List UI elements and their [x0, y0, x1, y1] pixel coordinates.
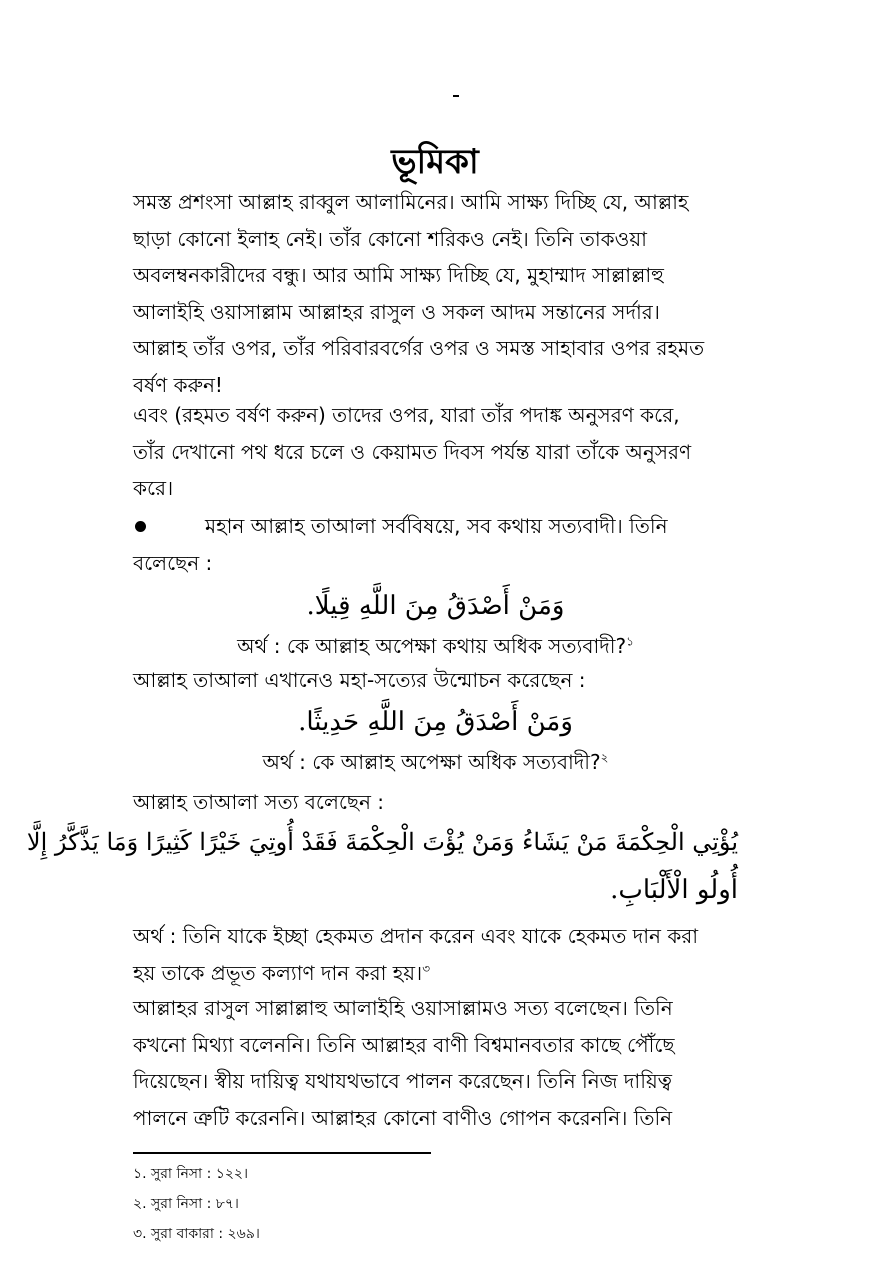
- bullet-line: বলেছেন :: [133, 550, 213, 575]
- paragraph-line: এবং (রহমত বর্ষণ করুন) তাদের ওপর, যারা তাঁর পদাঙ্ক অনুসরণ করে,: [133, 403, 680, 427]
- intro-line: অবলম্বনকারীদের বন্ধু। আর আমি সাক্ষ্য দিচ্ছি যে, মুহাম্মাদ সাল্লাল্লাহু: [133, 263, 664, 287]
- footnote-divider: [133, 1152, 431, 1154]
- meaning-line-text: হয় তাকে প্রভূত কল্যাণ দান করা হয়।: [133, 960, 423, 985]
- paragraph-line: কখনো মিথ্যা বলেননি। তিনি আল্লাহর বাণী বিশ্বমানবতার কাছে পৌঁছে: [133, 1032, 675, 1057]
- paragraph-line: আল্লাহ তাআলা এখানেও মহা-সত্যের উন্মোচন করেছেন :: [133, 668, 586, 692]
- meaning-line: [133, 955, 738, 992]
- bullet-icon: [135, 521, 146, 532]
- paragraph-line: দিয়েছেন। স্বীয় দায়িত্ব যথাযথভাবে পালন করেছেন। তিনি নিজ দায়িত্ব: [133, 1069, 672, 1093]
- intro-line: আলাইহি ওয়াসাল্লাম আল্লাহর রাসুল ও সকল আদম সন্তানের সর্দার।: [133, 299, 660, 324]
- paragraph-line: পালনে ত্রুটি করেননি। আল্লাহর কোনো বাণীও গোপন করেননি। তিনি: [133, 1105, 673, 1130]
- arabic-verse-2: وَمَنْ أَصْدَقُ مِنَ اللَّهِ حَدِيثًا.: [298, 707, 573, 737]
- footnote-1: ১. সুরা নিসা : ১২২।: [133, 1166, 249, 1182]
- line-before-verse-3: [133, 784, 738, 821]
- paragraph-line: আল্লাহ তাআলা সত্য বলেছেন :: [133, 790, 385, 814]
- arabic-verse-3-line-1: يُؤْتِي الْحِكْمَةَ مَنْ يَشَاءُ وَمَنْ يُؤْتَ الْحِكْمَةَ فَقَدْ أُوتِيَ خَيْرًا كَثِيرًا وَمَا يَذَّكَّرُ إِلَّا: [26, 828, 738, 856]
- footnote-2: ২. সুরা নিসা : ৮৭।: [133, 1196, 239, 1212]
- paragraph-line: আল্লাহর রাসুল সাল্লাল্লাহু আলাইহি ওয়াসাল্লামও সত্য বলেছেন। তিনি: [133, 996, 673, 1020]
- bullet-paragraph: [133, 508, 738, 581]
- page-number-mark: [453, 95, 459, 97]
- verse-2-meaning: [133, 746, 738, 778]
- footnote-3: ৩. সুরা বাকারা : ২৬৯।: [133, 1226, 260, 1242]
- paragraph-line: তাঁর দেখানো পথ ধরে চলে ও কেয়ামত দিবস পর্যন্ত যারা তাঁকে অনুসরণ: [133, 439, 692, 464]
- last-paragraph: [133, 990, 738, 1136]
- intro-line: ছাড়া কোনো ইলাহ নেই। তাঁর কোনো শরিকও নেই। তিনি তাকওয়া: [133, 226, 647, 251]
- arabic-verse-1: وَمَنْ أَصْدَقُ مِنَ اللَّهِ قِيلًا.: [306, 591, 565, 621]
- paragraph-line: করে।: [133, 476, 174, 500]
- intro-paragraph: [133, 184, 738, 403]
- footnote-ref: ১: [626, 634, 634, 649]
- footnote-ref: ৩: [422, 960, 430, 975]
- line-before-verse-2: [133, 662, 738, 699]
- meaning-line: অর্থ : তিনি যাকে ইচ্ছা হেকমত প্রদান করেন এবং যাকে হেকমত দান করা: [133, 924, 699, 948]
- verse-1-meaning: [133, 630, 738, 662]
- verse-3-meaning: [133, 918, 738, 991]
- bullet-line: মহান আল্লাহ তাআলা সর্ববিষয়ে, সব কথায় সত্যবাদী। তিনি: [205, 514, 668, 538]
- page-title: ভূমিকা: [391, 142, 479, 182]
- second-paragraph: [133, 397, 738, 507]
- verse-2-meaning-text: অর্থ : কে আল্লাহ অপেক্ষা অধিক সত্যবাদী?: [262, 750, 601, 774]
- intro-line: সমস্ত প্রশংসা আল্লাহ রাব্বুল আলামিনের। আমি সাক্ষ্য দিচ্ছি যে, আল্লাহ: [133, 190, 689, 214]
- intro-line: বর্ষণ করুন!: [133, 372, 223, 397]
- verse-1-meaning-text: অর্থ : কে আল্লাহ অপেক্ষা কথায় অধিক সত্যবাদী?: [237, 634, 627, 658]
- intro-line: আল্লাহ তাঁর ওপর, তাঁর পরিবারবর্গের ওপর ও সমস্ত সাহাবার ওপর রহমত: [133, 336, 705, 360]
- footnote-ref: ২: [600, 750, 609, 765]
- arabic-verse-3-line-2: أُولُو الْأَلْبَابِ.: [610, 875, 738, 905]
